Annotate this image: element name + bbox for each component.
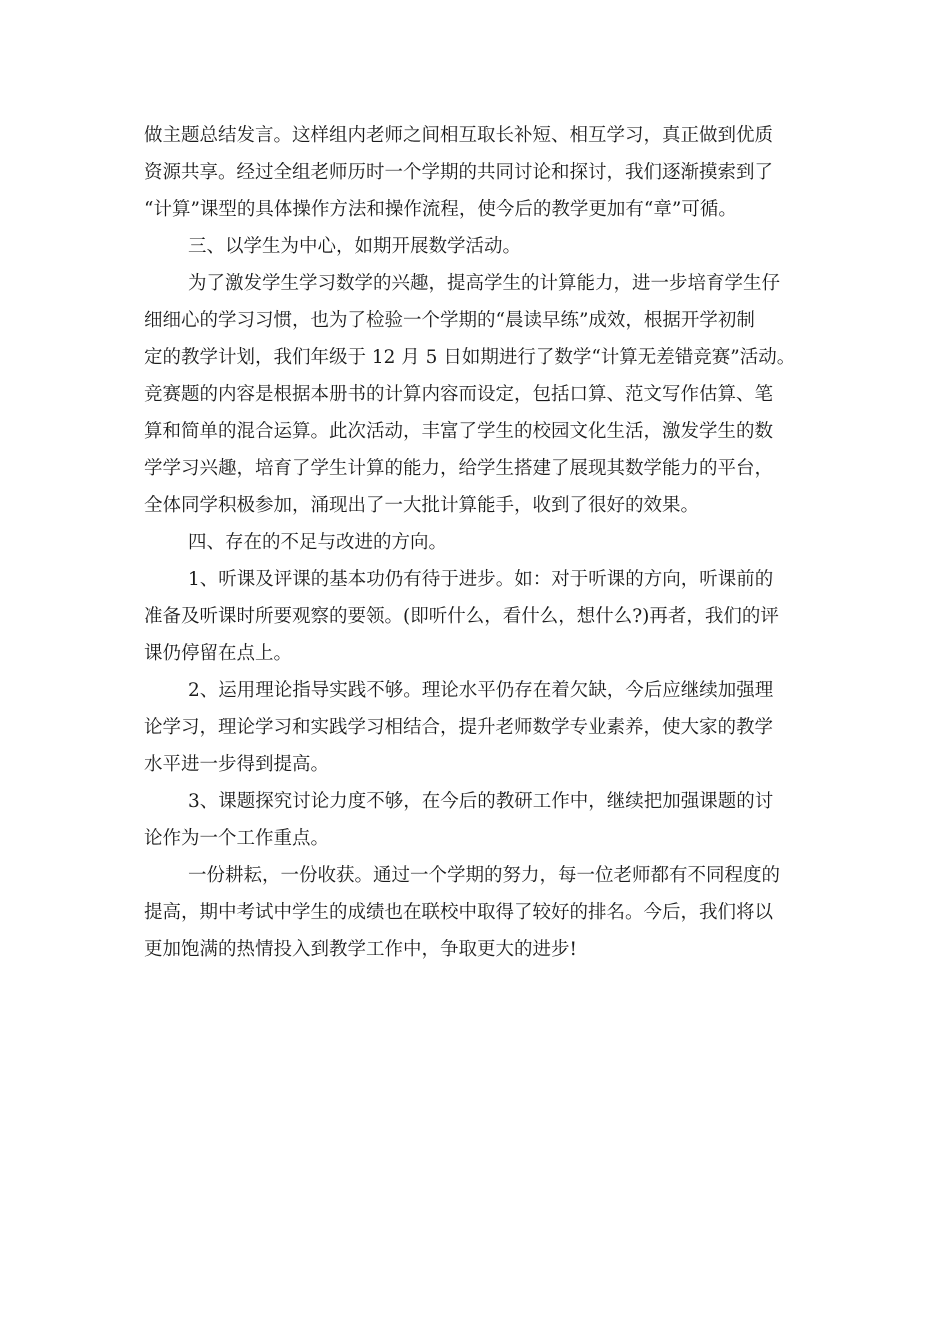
text-line: 做主题总结发言。这样组内老师之间相互取长补短、相互学习，真正做到优质 (144, 125, 774, 146)
text-line: 全体同学积极参加，涌现出了一大批计算能手，收到了很好的效果。 (144, 495, 700, 516)
text-line: 3、课题探究讨论力度不够，在今后的教研工作中，继续把加强课题的讨 (188, 791, 774, 812)
text-line: 算和简单的混合运算。此次活动，丰富了学生的校园文化生活，激发学生的数 (144, 421, 774, 442)
text-line: 一份耕耘，一份收获。通过一个学期的努力，每一位老师都有不同程度的 (188, 865, 781, 886)
text-line: 更加饱满的热情投入到教学工作中，争取更大的进步! (144, 939, 577, 960)
text-line: 学学习兴趣，培育了学生计算的能力，给学生搭建了展现其数学能力的平台， (144, 458, 774, 479)
text-line: 资源共享。经过全组老师历时一个学期的共同讨论和探讨，我们逐渐摸索到了 (144, 162, 774, 183)
text-line: 定的教学计划，我们年级于 12 月 5 日如期进行了数学“计算无差错竞赛”活动。 (144, 347, 796, 368)
text-line: 论作为一个工作重点。 (144, 828, 330, 849)
section-heading-3: 三、以学生为中心，如期开展数学活动。 (188, 236, 522, 257)
text-line: 课仍停留在点上。 (144, 643, 293, 664)
section-heading-4: 四、存在的不足与改进的方向。 (188, 532, 448, 553)
text-line: 论学习，理论学习和实践学习相结合，提升老师数学专业素养，使大家的教学 (144, 717, 774, 738)
document-body (144, 117, 812, 968)
text-line: 水平进一步得到提高。 (144, 754, 330, 775)
text-line: 竞赛题的内容是根据本册书的计算内容而设定，包括口算、范文写作估算、笔 (144, 384, 774, 405)
text-line: 细细心的学习习惯，也为了检验一个学期的“晨读早练”成效，根据开学初制 (144, 310, 755, 331)
text-line: 为了激发学生学习数学的兴趣，提高学生的计算能力，进一步培育学生仔 (188, 273, 781, 294)
text-line: 1、听课及评课的基本功仍有待于进步。如：对于听课的方向，听课前的 (188, 569, 774, 590)
text-line: 提高，期中考试中学生的成绩也在联校中取得了较好的排名。今后，我们将以 (144, 902, 774, 923)
text-line: 2、运用理论指导实践不够。理论水平仍存在着欠缺，今后应继续加强理 (188, 680, 774, 701)
text-line: 准备及听课时所要观察的要领。(即听什么，看什么，想什么?)再者，我们的评 (144, 606, 779, 627)
text-line: “计算”课型的具体操作方法和操作流程，使今后的教学更加有“章”可循。 (144, 199, 737, 220)
